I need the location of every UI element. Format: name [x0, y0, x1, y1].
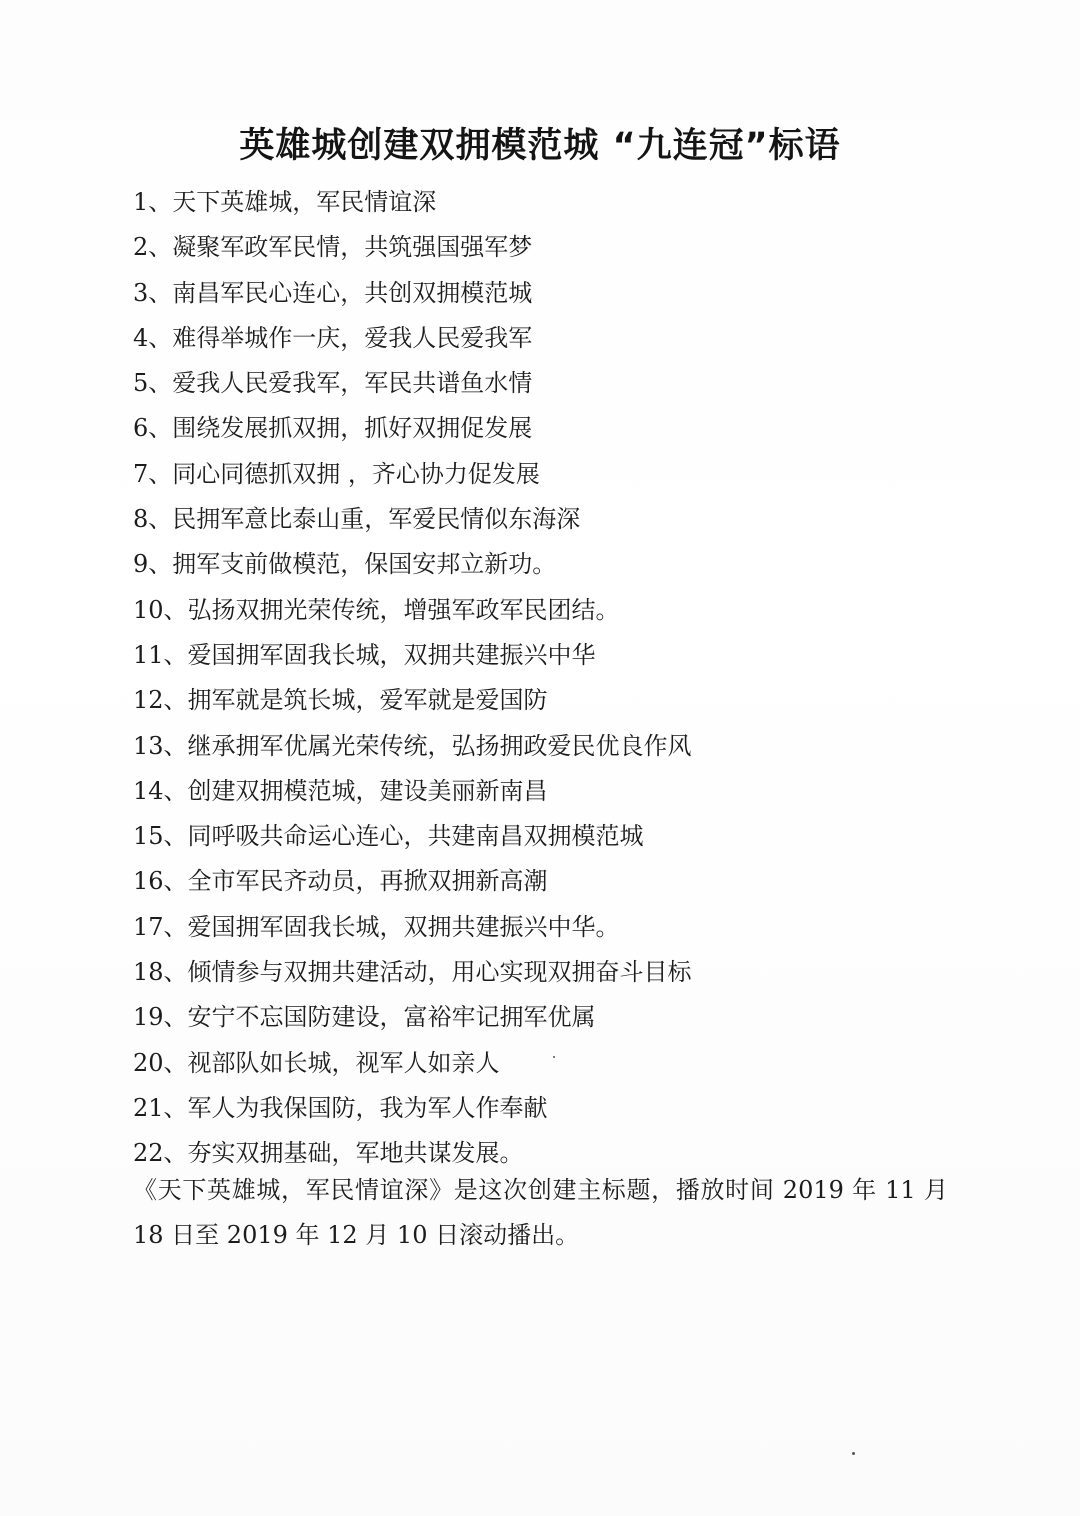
slogan-item: 8、民拥军意比泰山重，军爱民情似东海深	[133, 505, 581, 534]
paper-speck	[852, 1452, 855, 1455]
slogan-item: 9、拥军支前做模范，保国安邦立新功。	[133, 550, 557, 579]
slogan-item: 7、同心同德抓双拥 ，齐心协力促发展	[133, 459, 540, 488]
slogan-item: 20、视部队如长城，视军人如亲人	[133, 1048, 500, 1077]
slogan-item: 22、夯实双拥基础，军地共谋发展。	[133, 1139, 524, 1168]
slogan-item: 11、爱国拥军固我长城，双拥共建振兴中华	[133, 640, 596, 669]
slogan-item: 3、南昌军民心连心，共创双拥模范城	[133, 278, 533, 307]
slogan-item: 1、天下英雄城，军民情谊深	[133, 188, 437, 216]
slogan-item: 21、军人为我保国防，我为军人作奉献	[133, 1093, 548, 1122]
slogan-item: 16、全市军民齐动员，再掀双拥新高潮	[133, 867, 548, 896]
slogan-item: 4、难得举城作一庆，爱我人民爱我军	[133, 323, 533, 352]
slogan-item: 19、安宁不忘国防建设，富裕牢记拥军优属	[133, 1003, 596, 1032]
slogan-item: 12、拥军就是筑长城，爱军就是爱国防	[133, 686, 548, 715]
slogan-item: 2、凝聚军政军民情，共筑强国强军梦	[133, 233, 533, 262]
slogan-item: 15、同呼吸共命运心连心，共建南昌双拥模范城	[133, 822, 644, 851]
slogan-item: 10、弘扬双拥光荣传统，增强军政军民团结。	[133, 595, 620, 624]
slogan-item: 18、倾情参与双拥共建活动，用心实现双拥奋斗目标	[133, 958, 692, 987]
document-title: 英雄城创建双拥模范城 “九连冠”标语	[239, 126, 841, 166]
slogan-item: 17、爱国拥军固我长城，双拥共建振兴中华。	[133, 912, 620, 941]
slogan-list	[133, 180, 953, 1177]
paper-speck	[553, 1056, 555, 1058]
slogan-item: 6、围绕发展抓双拥，抓好双拥促发展	[133, 414, 533, 443]
broadcast-note: 《天下英雄城，军民情谊深》是这次创建主标题，播放时间 2019 年 11 月 18 日至 2019 年 12 月 10 日滚动播出。	[133, 1176, 948, 1249]
slogan-item: 14、创建双拥模范城，建设美丽新南昌	[133, 776, 548, 805]
slogan-item: 13、继承拥军优属光荣传统，弘扬拥政爱民优良作风	[133, 731, 692, 760]
slogan-item: 5、爱我人民爱我军，军民共谱鱼水情	[133, 369, 533, 398]
